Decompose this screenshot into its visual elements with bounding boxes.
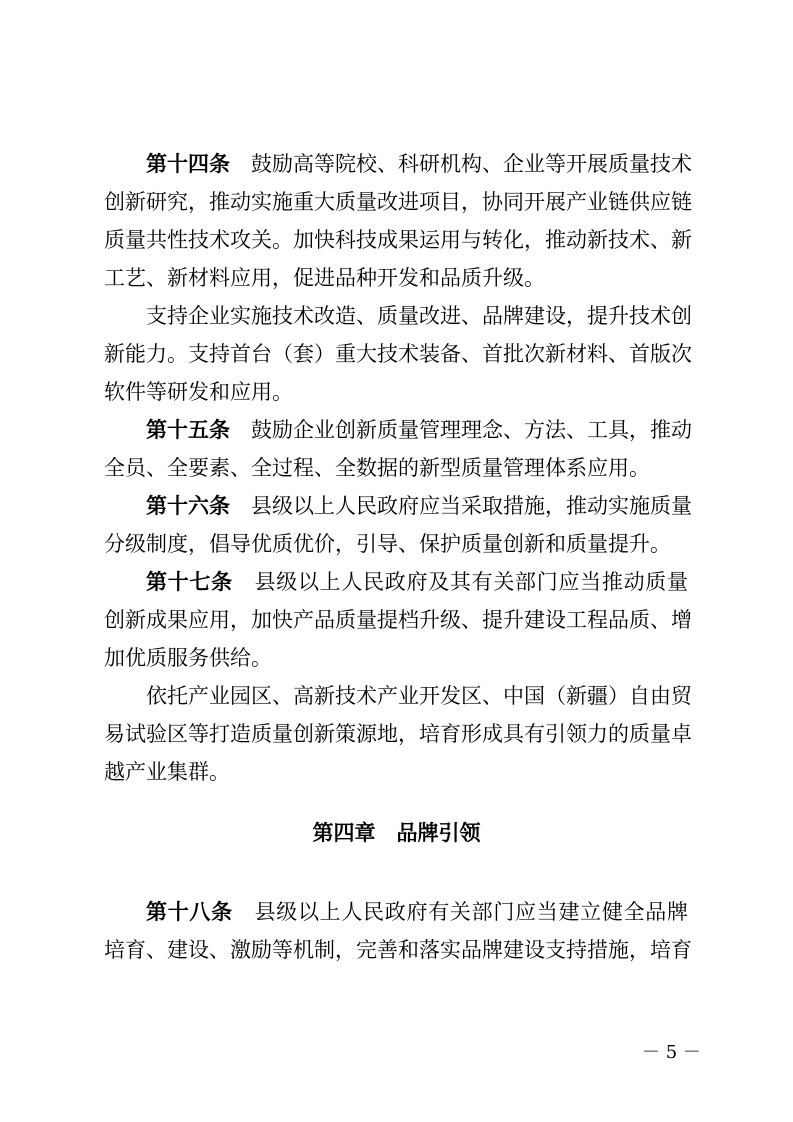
article-17-para-2-line-1: 依托产业园区、高新技术产业开发区、中国（新疆）自由贸 — [146, 684, 692, 708]
article-16-number: 第十六条 — [146, 494, 230, 518]
article-14-text-1: 鼓励高等院校、科研机构、企业等开展质量技术 — [251, 152, 692, 176]
article-15-line-2: 全员、全要素、全过程、全数据的新型质量管理体系应用。 — [104, 456, 650, 480]
article-18-text-1: 县级以上人民政府有关部门应当建立健全品牌 — [254, 900, 689, 924]
article-17-line-1 — [146, 569, 688, 595]
article-15-line-1 — [146, 417, 692, 443]
article-17-text-1: 县级以上人民政府及其有关部门应当推动质量 — [254, 570, 689, 594]
article-14-para-2-line-3: 软件等研发和应用。 — [104, 380, 293, 404]
article-18-line-2: 培育、建设、激励等机制，完善和落实品牌建设支持措施，培育 — [104, 938, 692, 962]
article-14-line-3: 质量共性技术攻关。加快科技成果运用与转化，推动新技术、新 — [104, 228, 692, 252]
article-15-text-1: 鼓励企业创新质量管理理念、方法、工具，推动 — [251, 418, 692, 442]
article-14-line-2: 创新研究，推动实施重大质量改进项目，协同开展产业链供应链 — [104, 190, 692, 214]
article-15-number: 第十五条 — [146, 418, 230, 442]
article-14-line-4: 工艺、新材料应用，促进品种开发和品质升级。 — [104, 266, 545, 290]
article-16-line-1 — [146, 493, 692, 519]
article-17-para-2-line-3: 越产业集群。 — [104, 760, 230, 784]
article-17-para-2-line-2: 易试验区等打造质量创新策源地，培育形成具有引领力的质量卓 — [104, 722, 692, 746]
article-14-number: 第十四条 — [146, 152, 230, 176]
article-16-line-2: 分级制度，倡导优质优价，引导、保护质量创新和质量提升。 — [104, 532, 671, 556]
chapter-heading: 第四章 品牌引领 — [312, 821, 481, 845]
article-16-text-1: 县级以上人民政府应当采取措施，推动实施质量 — [251, 494, 692, 518]
article-14-para-2-line-2: 新能力。支持首台（套）重大技术装备、首批次新材料、首版次 — [104, 342, 692, 366]
article-14-line-1 — [146, 151, 692, 177]
page-number: － 5 － — [642, 1042, 701, 1063]
article-17-line-3: 加优质服务供给。 — [104, 646, 272, 670]
article-18-number: 第十八条 — [146, 900, 233, 924]
article-17-number: 第十七条 — [146, 570, 233, 594]
article-17-line-2: 创新成果应用，加快产品质量提档升级、提升建设工程品质、增 — [104, 608, 692, 632]
article-18-line-1 — [146, 899, 688, 925]
article-14-para-2-line-1: 支持企业实施技术改造、质量改进、品牌建设，提升技术创 — [146, 304, 692, 328]
